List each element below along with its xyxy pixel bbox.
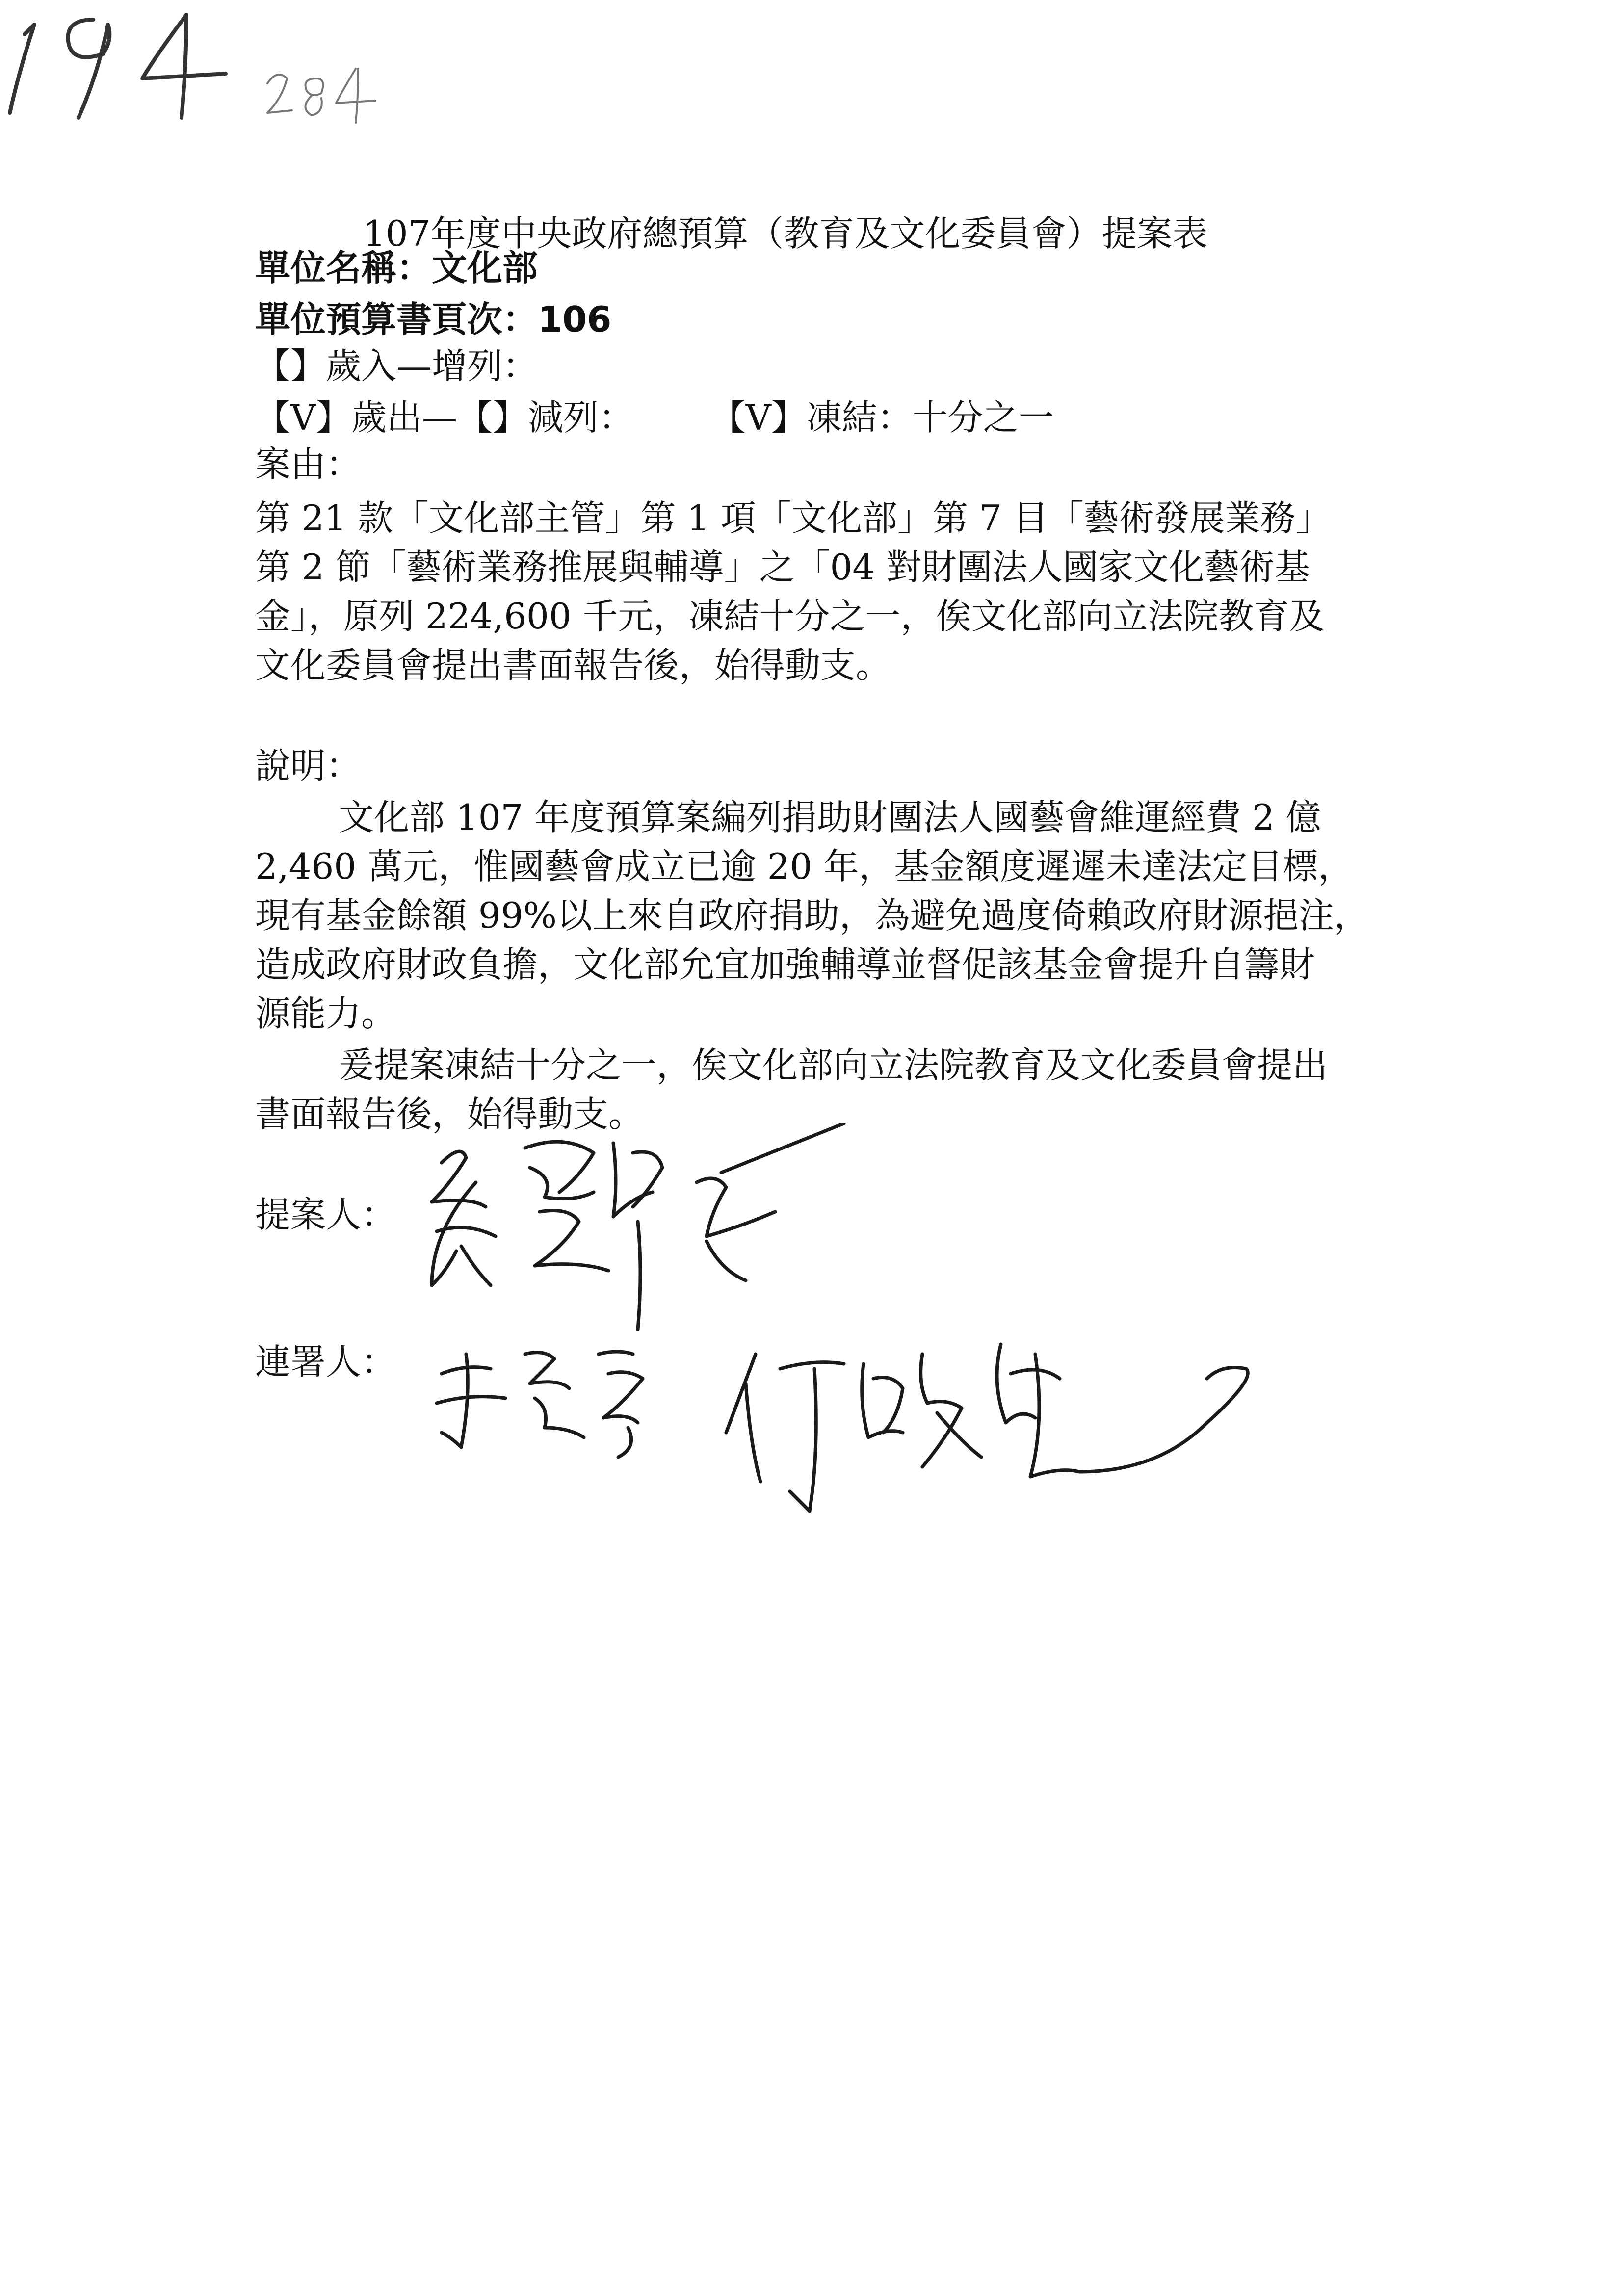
reason-line: 第 21 款「文化部主管」第 1 項「文化部」第 7 目「藝術發展業務」 [255, 497, 1331, 539]
explanation-line: 文化部 107 年度預算案編列捐助財團法人國藝會維運經費 2 億 [339, 797, 1321, 838]
explanation-label: 說明： [255, 745, 362, 786]
cosigner-signature-2 [716, 1325, 1295, 1531]
reason-line: 金」，原列 224,600 千元，凍結十分之一，俟文化部向立法院教育及 [255, 596, 1325, 637]
proposer-label: 提案人： [255, 1194, 397, 1235]
revenue-line: 【】歲入—增列： [255, 345, 538, 387]
corner-mark [258, 59, 385, 128]
explanation-line: 2,460 萬元，惟國藝會成立已逾 20 年，基金額度遲遲未達法定目標， [255, 846, 1354, 887]
budget-page-row [255, 299, 612, 340]
reason-line: 第 2 節「藝術業務推展與輔導」之「04 對財團法人國家文化藝術基 [255, 547, 1310, 588]
budget-page-value: 106 [538, 299, 612, 340]
cosigner-signature-1 [422, 1334, 677, 1462]
cosigner-label: 連署人： [255, 1341, 397, 1383]
explanation-line: 造成政府財政負擔，文化部允宜加強輔導並督促該基金會提升自籌財 [255, 944, 1315, 985]
unit-name-row [255, 247, 538, 288]
explanation-line: 書面報告後，始得動支。 [255, 1094, 644, 1135]
proposer-signature [402, 1123, 873, 1339]
unit-name-label: 單位名稱： [255, 247, 432, 288]
reason-line: 文化委員會提出書面報告後，始得動支。 [255, 645, 891, 686]
explanation-line: 源能力。 [255, 993, 397, 1034]
expense-reduce-option: 【V】歲出—【】減列： [255, 397, 634, 438]
budget-page-label: 單位預算書頁次： [255, 299, 538, 340]
document-title: 107年度中央政府總預算（教育及文化委員會）提案表 [363, 213, 1208, 254]
handwritten-page-number [0, 0, 255, 128]
unit-name-value: 文化部 [432, 247, 538, 288]
explanation-line: 爰提案凍結十分之一，俟文化部向立法院教育及文化委員會提出 [339, 1044, 1328, 1086]
expense-line [255, 397, 1054, 438]
explanation-line: 現有基金餘額 99%以上來自政府捐助，為避免過度倚賴政府財源挹注， [255, 895, 1369, 936]
reason-label: 案由： [255, 444, 362, 485]
expense-freeze-option: 【V】凍結：十分之一 [710, 397, 1054, 438]
